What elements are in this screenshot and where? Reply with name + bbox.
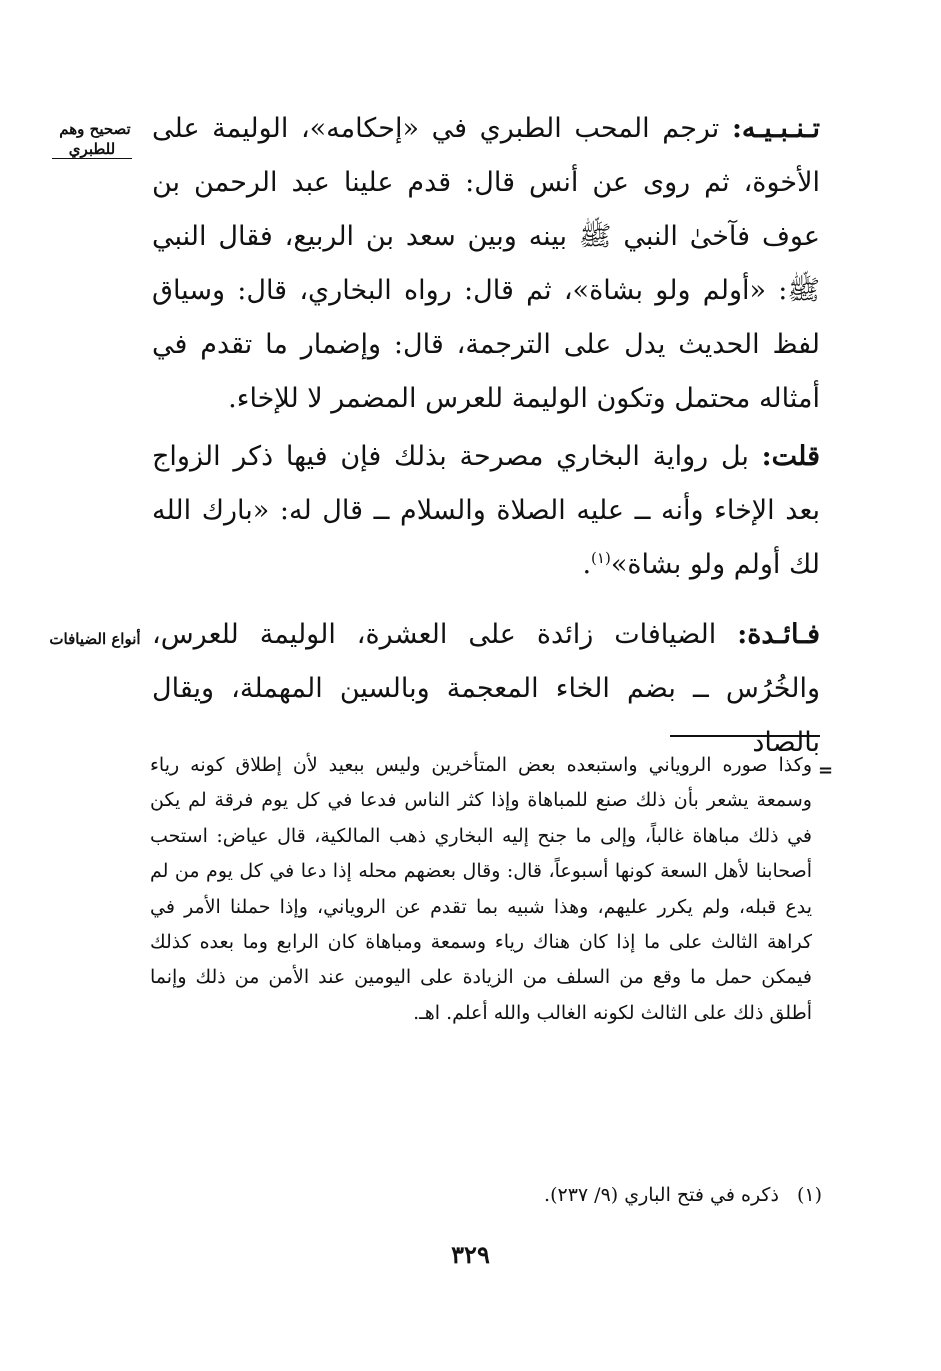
paragraph-lead: قلت:: [761, 441, 820, 472]
paragraph-lead: فـائـدة:: [737, 619, 820, 650]
paragraph-qultu: [152, 430, 820, 592]
paragraph-text: ترجم المحب الطبري في «إحكامه»، الوليمة على الأخوة، ثم روى عن أنس قال: قدم علينا عبد الرحمن بن عوف فآخىٰ النبي ﷺ بينه وبين سعد بن الربيع، فقال النبي ﷺ: «أولم ولو بشاة»، ثم قال: رواه البخاري، قال: وسياق لفظ الحديث يدل على الترجمة، قال: وإضمار ما تقدم في أمثاله محتمل وتكون الوليمة للعرس المضمر لا للإخاء.: [152, 113, 820, 414]
page-number: ٣٢٩: [451, 1240, 490, 1269]
footnote-text: ذكره في فتح الباري (٩/ ٢٣٧).: [544, 1184, 779, 1206]
footnote-ref: (١): [591, 549, 611, 567]
margin-note-hospitality: أنواع الضيافات: [49, 630, 141, 648]
footnote-continued-text: وكذا صوره الروياني واستبعده بعض المتأخرين وليس ببعيد لأن إطلاق كونه رياء وسمعة يشعر بأن ذلك صنع للمباهاة وإذا كثر الناس فدعا في كل يوم فرقة لم يكن في ذلك مباهاة غالباً، وإلى ما جنح إليه البخاري ذهب المالكية، قال عياض: استحب أصحابنا لأهل السعة كونها أسبوعاً، قال: وقال بعضهم محله إذا دعا في كل يوم من لم يدع قبله، ولم يكرر عليهم، وهذا شبيه بما تقدم عن الروياني، وإذا حملنا الأمر في كراهة الثالث على ما إذا كان هناك رياء وسمعة ومباهاة كان الرابع وما بعده كذلك فيمكن حمل ما وقع من السلف من الزيادة على اليومين عند الأمن من ذلك وإنما أطلق ذلك على الثالث لكونه الغالب والله أعلم. اهـ.: [150, 754, 812, 1024]
paragraph-faida: [152, 608, 820, 770]
paragraph-text: الضيافات زائدة على العشرة، الوليمة للعرس، والخُرُس ــ بضم الخاء المعجمة وبالسين المهملة، ويقال بالصاد: [152, 619, 820, 758]
footnote-separator: [670, 735, 820, 737]
margin-note-correction-line2: للطبري: [52, 140, 132, 159]
paragraph-text: بل رواية البخاري مصرحة بذلك فإن فيها ذكر الزواج بعد الإخاء وأنه ــ عليه الصلاة والسلام ــ قال له: «بارك الله لك أولم ولو بشاة»: [152, 441, 820, 580]
margin-note-correction-line1: تصحيح وهم: [59, 120, 131, 138]
margin-note-correction: [40, 118, 150, 159]
paragraph-tail: .: [582, 549, 592, 580]
footnote-continuation-mark: =: [818, 760, 834, 781]
paragraph-lead: تـنـبـيـه:: [731, 113, 820, 144]
footnote-number: (١): [796, 1184, 822, 1206]
paragraph-tanbih: [152, 102, 820, 426]
footnote-1: [150, 1180, 822, 1210]
